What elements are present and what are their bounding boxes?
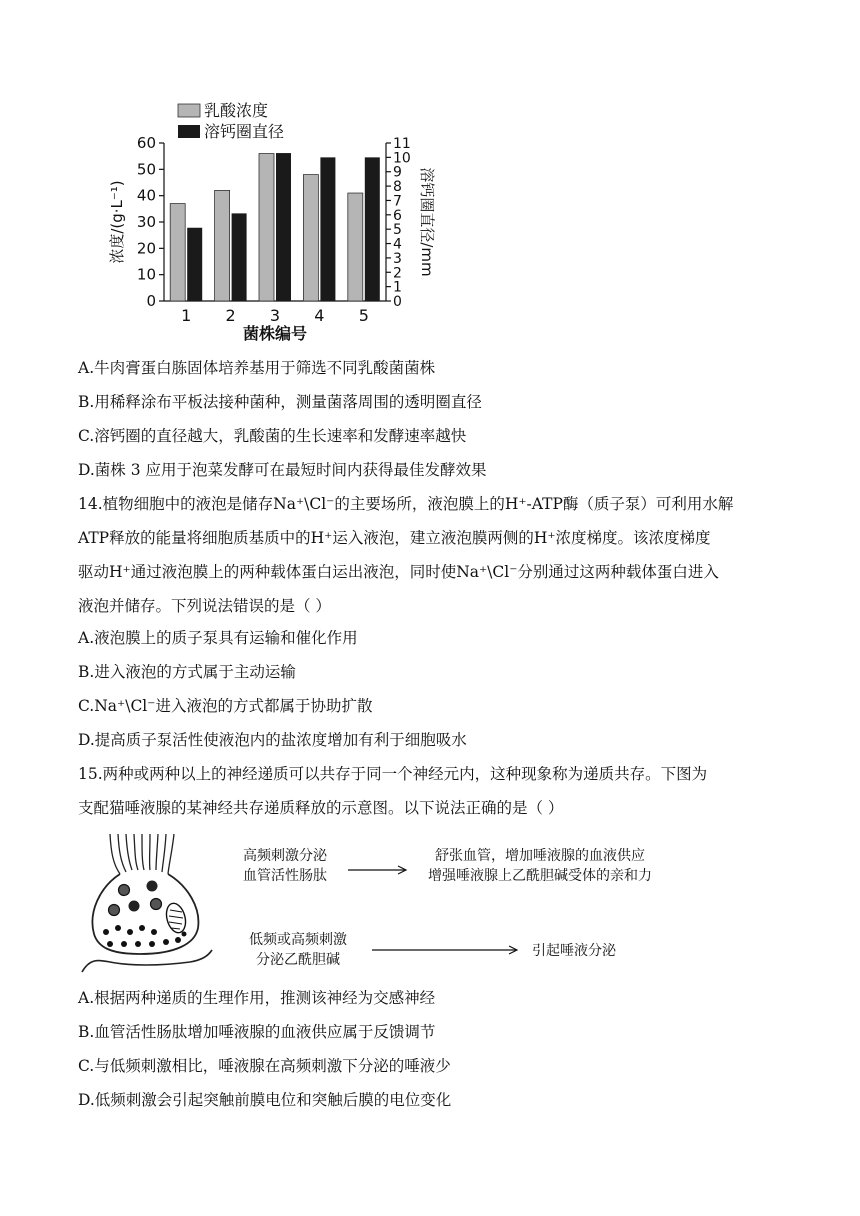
bar-ring-diameter: [232, 213, 247, 301]
q14-option-a: A.液泡膜上的质子泵具有运输和催化作用: [78, 629, 358, 647]
x-tick-label: 1: [181, 306, 192, 325]
result-top-2: 增强唾液腺上乙酰胆碱受体的亲和力: [428, 868, 652, 884]
q15-stem-line-2: 支配猫唾液腺的某神经共存递质释放的示意图。以下说法正确的是（ ）: [78, 799, 564, 817]
legend-swatch-diameter: [178, 125, 200, 138]
right-tick-label: 1: [393, 279, 402, 296]
right-tick-label: 8: [393, 179, 402, 196]
bar-lactic-acid: [170, 204, 185, 301]
q14-option-c: C.Na⁺\Cl⁻进入液泡的方式都属于协助扩散: [78, 697, 373, 715]
right-tick-label: 5: [393, 222, 402, 239]
axon-fibers: [110, 834, 174, 874]
y-axis-label-right: 溶钙圈直径/mm: [418, 167, 436, 277]
x-tick-label: 4: [314, 306, 325, 325]
result-top-1: 舒张血管，增加唾液腺的血液供应: [435, 848, 645, 864]
bars: [170, 153, 380, 301]
q14-stem-line-2: ATP释放的能量将细胞质基质中的H⁺运入液泡，建立液泡膜两侧的H⁺浓度梯度。该浓度梯度: [78, 529, 711, 547]
left-tick-label: 60: [136, 134, 156, 152]
q15-option-b: B.血管活性肠肽增加唾液腺的血液供应属于反馈调节: [78, 1023, 436, 1041]
synapse-diagram-svg: [80, 832, 680, 980]
left-ticks: [137, 134, 164, 310]
q15-stem-line-1: 15.两种或两种以上的神经递质可以共存于同一个神经元内，这种现象称为递质共存。下图为: [78, 765, 708, 783]
left-tick-label: 20: [136, 239, 156, 258]
right-ticks: [386, 136, 411, 310]
legend-swatch-lactic: [178, 104, 200, 117]
q13-option-a: A.牛肉膏蛋白胨固体培养基用于筛选不同乳酸菌菌株: [78, 359, 436, 377]
q15-option-d: D.低频刺激会引起突触前膜电位和突触后膜的电位变化: [78, 1091, 452, 1109]
q14-option-b: B.进入液泡的方式属于主动运输: [78, 663, 296, 681]
q14-stem-line-4: 液泡并储存。下列说法错误的是（ ）: [78, 597, 331, 615]
right-tick-label: 11: [393, 136, 411, 152]
q13-option-b: B.用稀释涂布平板法接种菌种，测量菌落周围的透明圈直径: [78, 393, 482, 411]
q15-option-c: C.与低频刺激相比，唾液腺在高频刺激下分泌的唾液少: [78, 1057, 451, 1075]
q14-stem-line-3: 驱动H⁺通过液泡膜上的两种载体蛋白运出液泡，同时使Na⁺\Cl⁻分别通过这两种载体蛋白进入: [78, 563, 719, 581]
x-tick-label: 5: [358, 306, 369, 325]
bar-ring-diameter: [187, 228, 202, 301]
left-tick-label: 10: [136, 265, 156, 284]
legend-label-diameter: 溶钙圈直径: [204, 122, 285, 141]
x-tick-label: 2: [225, 306, 236, 325]
x-tick-label: 3: [269, 306, 281, 325]
x-ticks: [181, 306, 369, 325]
bar-lactic-acid: [259, 154, 274, 301]
bar-lactic-acid: [215, 190, 230, 301]
result-bottom: 引起唾液分泌: [532, 943, 616, 959]
q15-option-a: A.根据两种递质的生理作用，推测该神经为交感神经: [78, 989, 436, 1007]
label-low-freq-1: 低频或高频刺激: [249, 932, 347, 948]
x-axis-label: 菌株编号: [242, 324, 308, 343]
bar-ring-diameter: [276, 153, 291, 301]
q13-option-d: D.菌株 3 应用于泡菜发酵可在最短时间内获得最佳发酵效果: [78, 461, 487, 479]
y-axis-label-left: 浓度/(g·L⁻¹): [108, 180, 126, 264]
right-tick-label: 2: [393, 265, 402, 282]
right-tick-label: 3: [393, 250, 402, 267]
right-tick-label: 0: [393, 294, 402, 310]
label-high-freq-1: 高频刺激分泌: [243, 848, 327, 864]
q13-option-c: C.溶钙圈的直径越大，乳酸菌的生长速率和发酵速率越快: [78, 427, 467, 445]
bar-lactic-acid: [348, 193, 363, 301]
left-tick-label: 40: [136, 186, 156, 205]
left-tick-label: 30: [136, 213, 156, 231]
right-tick-label: 10: [393, 150, 411, 167]
bar-chart: [100, 95, 436, 345]
q14-stem-line-1: 14.植物细胞中的液泡是储存Na⁺\Cl⁻的主要场所，液泡膜上的H⁺-ATP酶（质子泵）可利用水解: [78, 495, 734, 513]
left-tick-label: 0: [146, 292, 156, 310]
label-high-freq-2: 血管活性肠肽: [243, 868, 327, 884]
q14-option-d: D.提高质子泵活性使液泡内的盐浓度增加有利于细胞吸水: [78, 731, 467, 749]
legend-label-lactic: 乳酸浓度: [204, 101, 269, 120]
right-tick-label: 4: [393, 236, 402, 253]
label-low-freq-2: 分泌乙酰胆碱: [256, 952, 340, 968]
bar-ring-diameter: [365, 157, 380, 301]
right-tick-label: 6: [393, 207, 402, 224]
synapse-diagram: [80, 832, 680, 980]
left-tick-label: 50: [136, 160, 156, 179]
bar-chart-svg: [100, 95, 436, 345]
bar-lactic-acid: [303, 175, 318, 301]
bar-ring-diameter: [320, 157, 335, 301]
right-tick-label: 7: [393, 193, 402, 210]
right-tick-label: 9: [393, 164, 402, 181]
